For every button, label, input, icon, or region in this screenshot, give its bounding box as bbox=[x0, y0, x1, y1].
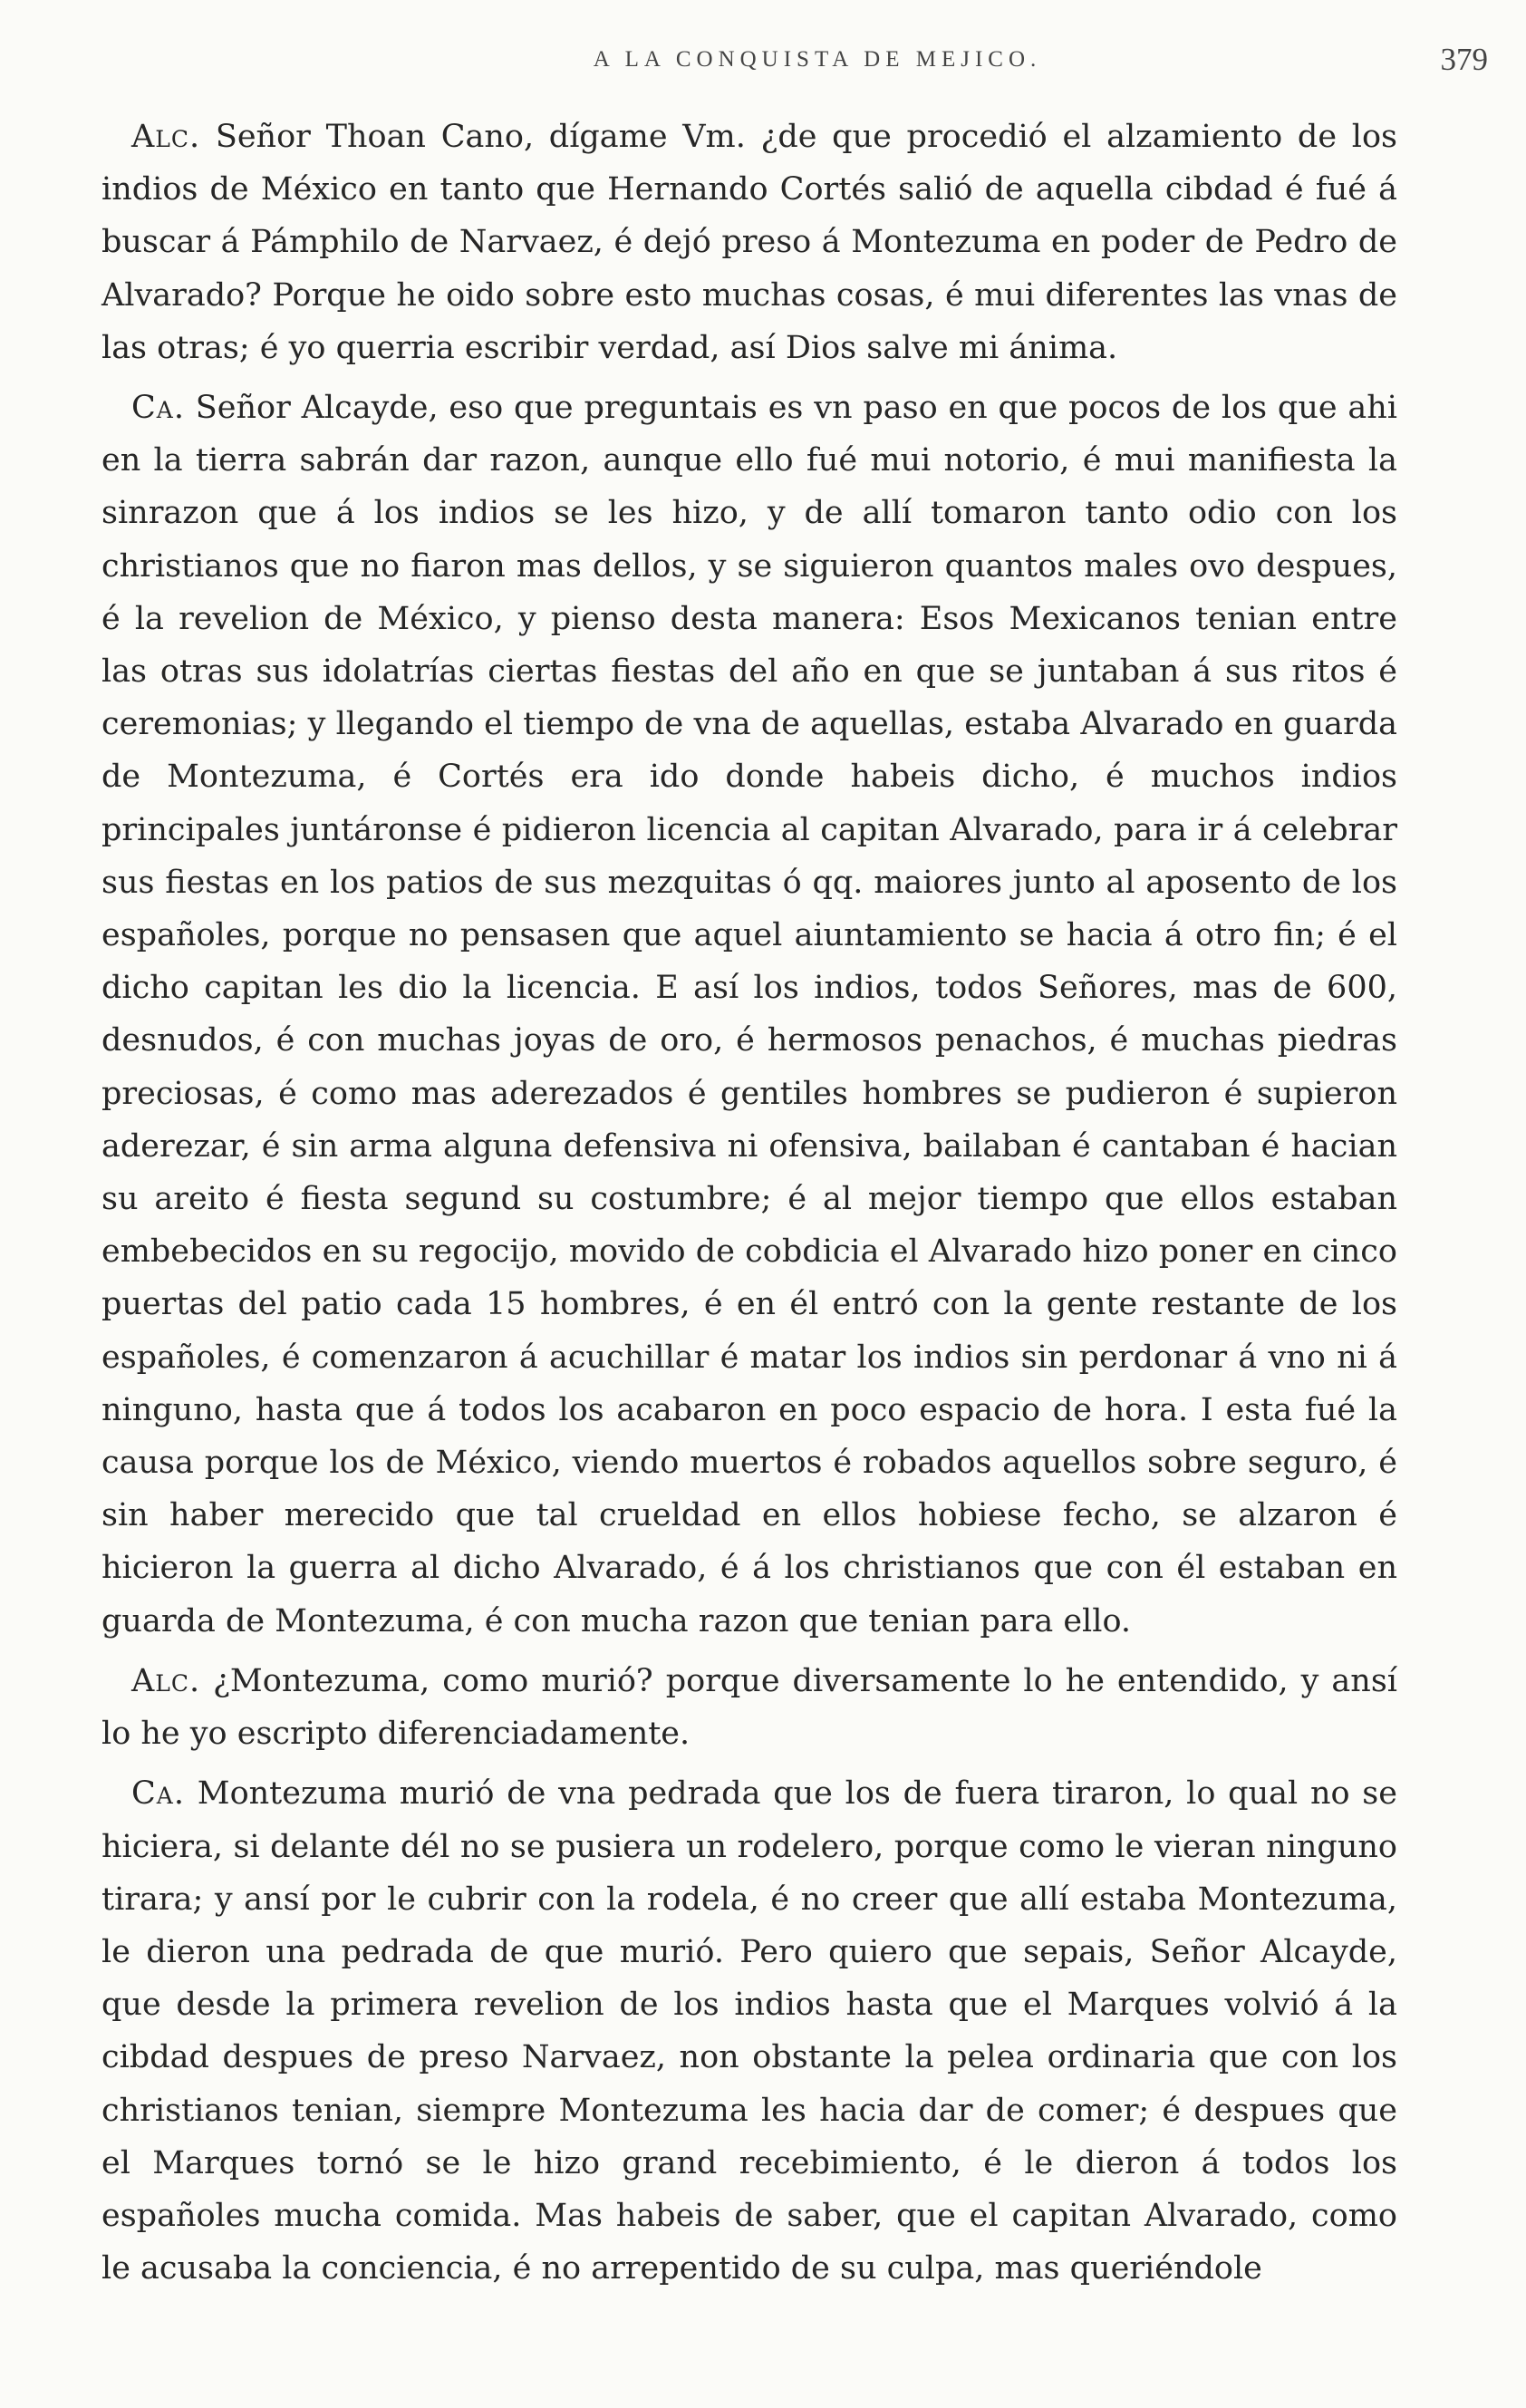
running-header bbox=[101, 42, 1526, 87]
paragraph-text: Montezuma murió de vna pedrada que los de fuera tiraron, lo qual no se hiciera, si delante dél no se pusiera un rodelero, porque como le vieran ninguno tirara; y ansí por le cubrir con la rodela, é no creer que allí estaba Montezuma, le dieron una pedrada de que murió. Pero quiero que sepais, Señor Alcayde, que desde la primera revelion de los indios hasta que el Marques volvió á la cibdad despues de preso Narvaez, non obstante la pelea ordinaria que con los christianos tenian, siempre Montezuma les hacia dar de comer; é despues que el Marques tornó se le hizo grand recebimiento, é le dieron á todos los españoles mucha comida. Mas habeis de saber, que el capitan Alvarado, como le acusaba la conciencia, é no arrepentido de su culpa, mas queriéndole bbox=[101, 1775, 1397, 2287]
paragraph-text: Señor Alcayde, eso que preguntais es vn paso en que pocos de los que ahi en la tierra sabrán dar razon, aunque ello fué mui notorio, é mui manifiesta la sinrazon que á los indios se les hizo, y de allí tomaron tanto odio con los christianos que no fiaron mas dellos, y se siguieron quantos males ovo despues, é la revelion de México, y pienso desta manera: Esos Mexicanos tenian entre las otras sus idolatrías ciertas fiestas del año en que se juntaban á sus ritos é ceremonias; y llegando el tiempo de vna de aquellas, estaba Alvarado en guarda de Montezuma, é Cortés era ido donde habeis dicho, é muchos indios principales juntáronse é pidieron licencia al capitan Alvarado, para ir á celebrar sus fiestas en los patios de sus mezquitas ó qq. maiores junto al aposento de los españoles, porque no pensasen que aquel aiuntamiento se hacia á otro fin; é el dicho capitan les dio la licencia. E así los indios, todos Señores, mas de 600, desnudos, é con muchas joyas de oro, é hermosos penachos, é muchas piedras preciosas, é como mas aderezados é gentiles hombres se pudieron é supieron aderezar, é sin arma alguna defensiva ni ofensiva, bailaban é cantaban é hacian su areito é fiesta segund su costumbre; é al mejor tiempo que ellos estaban embebecidos en su regocijo, movido de cobdicia el Alvarado hizo poner en cinco puertas del patio cada 15 hombres, é en él entró con la gente restante de los españoles, é comenzaron á acuchillar é matar los indios sin perdonar á vno ni á ninguno, hasta que á todos los acabaron en poco espacio de hora. I esta fué la causa porque los de México, viendo muertos é robados aquellos sobre seguro, é sin haber merecido que tal crueldad en ellos hobiese fecho, se alzaron é hicieron la guerra al dicho Alvarado, é á los christianos que con él estaban en guarda de Montezuma, é con mucha razon que tenian para ello. bbox=[101, 390, 1397, 1639]
paragraph-cano-answer bbox=[101, 382, 1397, 1648]
page-number: 379 bbox=[1440, 42, 1488, 77]
speaker-label: Ca. bbox=[131, 1775, 185, 1813]
paragraph-alcayde-question bbox=[101, 1655, 1397, 1760]
paragraph-cano-answer bbox=[101, 1767, 1397, 2295]
speaker-label: Alc. bbox=[131, 119, 201, 155]
paragraph-text: Señor Thoan Cano, dígame Vm. ¿de que procedió el alzamiento de los indios de México en tanto que Hernando Cortés salió de aquella cibdad é fué á buscar á Pámphilo de Narvaez, é dejó preso á Montezuma en poder de Pedro de Alvarado? Porque he oido sobre esto muchas cosas, é mui diferentes las vnas de las otras; é yo querria escribir verdad, así Dios salve mi ánima. bbox=[101, 119, 1397, 366]
body-text bbox=[101, 111, 1397, 2295]
paragraph-alcayde-question bbox=[101, 111, 1397, 374]
speaker-label: Ca. bbox=[131, 390, 185, 427]
paragraph-text: ¿Montezuma, como murió? porque diversamente lo he entendido, y ansí lo he yo escripto diferenciadamente. bbox=[101, 1662, 1397, 1753]
running-title: A LA CONQUISTA DE MEJICO. bbox=[593, 47, 1042, 72]
speaker-label: Alc. bbox=[131, 1662, 201, 1699]
